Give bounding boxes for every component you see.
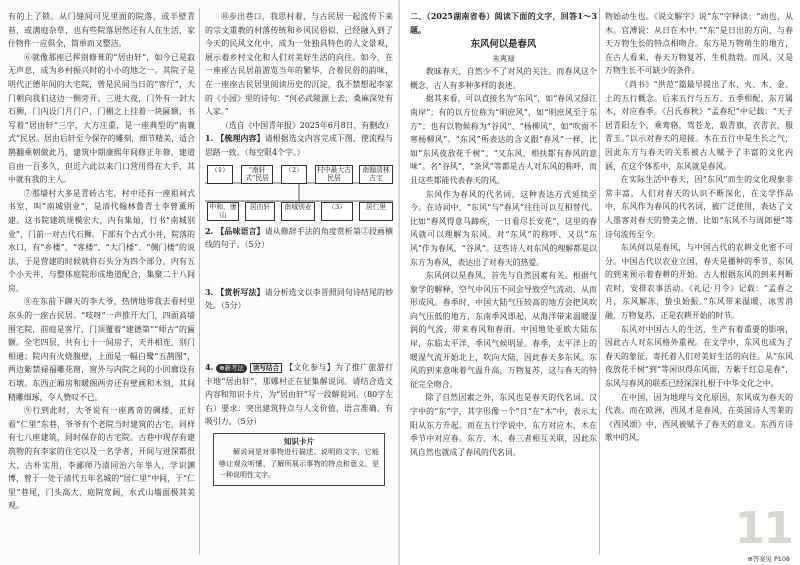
question-number: 1. — [205, 134, 214, 144]
question-text: 请分析选文以李晋照同句诗结尾的妙处。（5分） — [205, 287, 393, 311]
question-tag: 【品味语言】 — [216, 226, 265, 236]
paragraph: ⑩步出巷口，我思村着，与古民居一起流传下来的宗文重教的村落传统和乡风民俗似，已经融入到了今天的民风文化中，成为一处独具特色的人文景观，展示着乡村文化和人们对美好生活的向往。如今，在一座座古民居前游览当年的繁华，合着民俗的韵味，在一座座古民居里阅读历史的沉淀，我不禁想起李家的《小园》里的诗句：“何必武陵源上去，桑麻深处有人家。” — [205, 12, 393, 117]
source-note: （选自《中国青年报》2025年6月8日，有删改） — [220, 120, 393, 130]
question-4 — [205, 361, 393, 429]
flow-box-bottom-3: 南城别业 — [281, 202, 315, 221]
column-divider — [599, 8, 600, 555]
question-text: 请根据选文内容完成下图，使流程与思路一致。（每空限4个字。） — [205, 134, 393, 157]
new-format-badge: ⊕新考法 — [216, 364, 247, 373]
paragraph: ⑨行到此时，大爷说有一座离奇的碉楼，正好看“仁里”东巷，爷爷有个老院当时建筑的古宅，同样有七八座建筑，同时保存的古宅院。古巷中现存有建筑物的有李家的住宅以及一名学者，开间与进深都很大，古朴实用，李鄙师乃清同治六年举人，学识渊博，曾于一处于清代五年名城的“居仁里”中间，于“仁里”巷尾，门头高大，庭院宽阔，水式山墙面极其美观。 — [8, 406, 195, 511]
flow-box-top-5: 南翰清林古宅 — [359, 165, 393, 184]
question-tag: 读写结合 — [250, 363, 282, 373]
article-title: 东风何以是春风 — [470, 39, 537, 51]
left-column-2 — [205, 10, 393, 551]
knowledge-card-text: 解说词是对事物进行描述、说明的文字，它能够让观众听懂、了解所展示事物的特点和意义，是一种说明性文字。 — [219, 448, 379, 480]
flow-box-bottom-5: 居仁里 — [359, 202, 393, 221]
paragraph: 东风何以是春风，首先与自然因素有关。根据气象学的解释，空气中风压不同会导致空气流动，从而形成风。春季时，中国大陆气压较高的地方会把风吹向气压低的地方，东南季风即起，从海洋带来温暖湿润的气流，带来春风和春雨。中国地处亚欧大陆东岸，东临太平洋，季风气候明显。春季，太平洋上的暖湿气流开始北上，吹向大陆，因此春天多东风。东风的到来意味着气温升高，万物复苏，这与春天的特征完全吻合。 — [410, 271, 597, 389]
paragraph: 东风作为春风的代名词，这种表达方式延续至今。在诗词中，“东风”与“春风”往往可以互相替代。比如“春风得意马蹄疾，一日看尽长安花”，这里的春风就可以理解为东风。对“东风”的称呼、又以“东风”作为春风、“谷风”。这些诗人对东风的理解都是以东方为春风，表达出了对春天的热爱。 — [410, 189, 597, 267]
flow-box-bottom-1: 中和、康山 — [207, 202, 239, 221]
question-number: 4. — [205, 362, 214, 372]
paragraph: 物始动生也。《说文解字》说“东”字释读：“动也，从木。官溥说：从日在木中。”“东”是日出的方向，与春天万物生长的特点相吻合。东方是万物萌生的地方，在古人看来，春天万物复苏，生机勃勃。而风，又是万物生长不可缺少的条件。 — [605, 12, 793, 76]
question-number: 3. — [205, 287, 214, 297]
right-column-1 — [410, 10, 597, 551]
paragraph: 在实际生活中春天，因“东风”而生的文化现象非常丰富，人们对春天的认识不断深化，在文学作品中，东风作为春风的代名词，被广泛使用，表达了文人墨客对春天的赞美之情，比如“东风不与周郎便”等诗句流传至今。 — [605, 175, 793, 239]
question-3 — [205, 286, 393, 313]
paragraph: 有的上了锁。从门缝间可见里面的院落，或半壁青苔，或满庭杂草，也有些院落居然还有人在生活，家什物件一应俱全，简单而又整洁。 — [8, 12, 195, 49]
flow-box-bottom-4: （3） — [321, 202, 353, 221]
answer-reference: ⊕答案见 P108 — [747, 555, 790, 563]
flow-box-top-4: 村中最大古民居 — [315, 165, 353, 184]
question-text: 请从修辞手法的角度赏析第②段画横线的句子。（5分） — [205, 226, 393, 250]
paragraph: 在中国，因为地理与文化原因，东风成为春天的代表。而在欧洲，西风才是春风，在英国诗人雪莱的《西风颂》中，西风被赋予了春天的意义。东西方诗歌中的风， — [605, 392, 793, 443]
question-requirement: 要求：突出建筑特点与人文价值，语言准确、有吸引力。（5分） — [205, 403, 393, 427]
section-intro: 二、（2025湖南省卷）阅读下面的文字，回答1～3题。 — [410, 12, 597, 35]
paragraph: 东风对中国古人的生活、生产有着重要的影响，因此古人对东风格外重视。在文学中，东风也成为了春天的象征，寄托着人们对美好生活的向往。从“东风夜放花千树”到“等闲识得东风面，万紫千红总是春”，东风与春风的联系已经深深扎根于中华文化之中。 — [605, 324, 793, 389]
right-page — [400, 0, 800, 565]
paragraph: ⑥就像那座已挥别修葺的“居由轩”，如今已是寂无声息，成为乡村振兴时的小小的地之一。其院子是明代正德年间的大宅院，曾是民间当日的“客厅”，大门朝向我们这边一侧旁开。三进大夜，门外有一封大石狮，门内设门月门户，门楣之上挂着一块匾额，书写着“居由轩”三字，大方庄重，是一座典型的“南襄式”民居。居由后轩至今保存的雕刻，细节精美，适合鹊翻乘朝做此乃，建筑中期康熙年间修正年修，建道自由一百多久，但近六此以来门口营用得在大手，其中就有我的主人。 — [8, 52, 195, 185]
question-text: 【文化参与】为了推广旅游打卡地“居由轩”，那娜村正在征集解说词。请结合选文内容和知识卡片，为“居由轩”写一段解说词。（80字左右） — [205, 362, 393, 413]
question-tag: 【赏析写法】 — [216, 287, 265, 297]
paragraph: 教昧春天，自然少不了对风的关注。而春风这个概念，古人有多种多样的表述。 — [410, 67, 597, 90]
flow-box-top-3: （2） — [281, 165, 307, 184]
knowledge-card — [213, 433, 385, 486]
question-2 — [205, 225, 393, 252]
paragraph: ⑧在东前下聊天的李大爷，热情地带我去看村里东头的一座古民居。“吱呀”一声推开大门，四面高墙围宅院，前庭是客厅，门顶覆着“建德第”“师古”的匾额。全宅四层，共有七十一间房子，天井相连，别门相通；院内有火烧腹壁，上面是一幅白鹭“五鹊图”，两边紫禁禄福雕花窗，窗外与内院之间的小回廊设有石墩。东西正厢房和暖阁两旁还有壁画和木刻，其间精雕细琢，令人赞叹不已。 — [8, 297, 195, 402]
paragraph: 据其来看，可以直接名为“东风”，如“春风又绿江南岸”；有的以方位称为“明庶风”，如“明庶风至于东方”；也有以物候称为“谷风”、“杨柳风”，如“吹面不寒杨柳风”。“东风”所表达的含义跟“春风”一样，比如“东风夜放花千树”、“又东风，相扶都有春风的意味”。名“谷风”、“条风”等都是古人对东风的称呼，而且这些都能代表春天的风。 — [410, 94, 597, 185]
paragraph: ⑦那墙村大多是青砖古宅，村中还有一座祖祠式书室，叫“南城别业”，是清代翰林鲁青士李曾薰所建。这书院建筑规模宏大，内有集灿，行书“南城别业”，门前一对古代石狮。下部有个古式小井，院落的水口，有“乡楼”，“客楼”、“大门楼”、“侧门楼”的说法，于是营建的时候就将石头分为四个部分。内有五个小天井，与整体庭院形成地道配合，集聚二十八间房。 — [8, 188, 195, 293]
paragraph: 东风何以是春风，与中国古代的农耕文化密不可分。中国古代以农业立国，春天是播种的季节，东风的到来预示着春耕的开始。古人根据东风的到来判断农时，安排农事活动。《礼记·月令》记载：“孟春之月，东风解冻，蛰虫始振。”东风带来温暖，冰雪消融，万物复苏，正是农耕开始的时节。 — [605, 243, 793, 321]
paragraph: 《尚书》“洪范”篇最早提出了水、火、木、金、土的五行概念。后来五行与五方、五季相配，东方属木，对应春季。《吕氏春秋》“孟春纪”中记载：“天子居青阳左个，乘鸾辂，驾苍龙，载青旗，衣青衣，服青玉。”以示对春天的迎接。木在五行中是生长之气，因此东方与春天的关系被古人赋予了丰富的文化内涵，在这个体系中，东风就是春风。 — [605, 79, 793, 171]
flow-box-top-1: （1） — [207, 165, 233, 184]
flow-box-bottom-2: 居由轩 — [245, 202, 275, 221]
flow-box-top-2: “南轩式”民居 — [241, 165, 273, 184]
column-divider — [199, 8, 200, 555]
answer-space — [205, 313, 393, 361]
question-number: 2. — [205, 226, 214, 236]
question-tag: 【梳理内容】 — [216, 134, 265, 144]
question-1 — [205, 132, 393, 159]
right-column-2 — [605, 10, 793, 554]
article-author: 朱爽禄 — [492, 54, 515, 64]
answer-space — [205, 252, 393, 286]
page-watermark-number: 11 — [734, 503, 792, 554]
left-column-1 — [8, 10, 195, 551]
flow-diagram — [205, 163, 393, 221]
knowledge-card-title: 知识卡片 — [283, 436, 315, 446]
paragraph: 除了自然因素之外，东风也是春天的代名词。汉字中的“东”字，其字形像一个“日”在“木”中，表示太阳从东方升起。而在五行学说中，东方对应木，木在季节中对应春。东方、木、春三者相互关联，因此东风自然也就成了春风的代名词。 — [410, 393, 597, 457]
